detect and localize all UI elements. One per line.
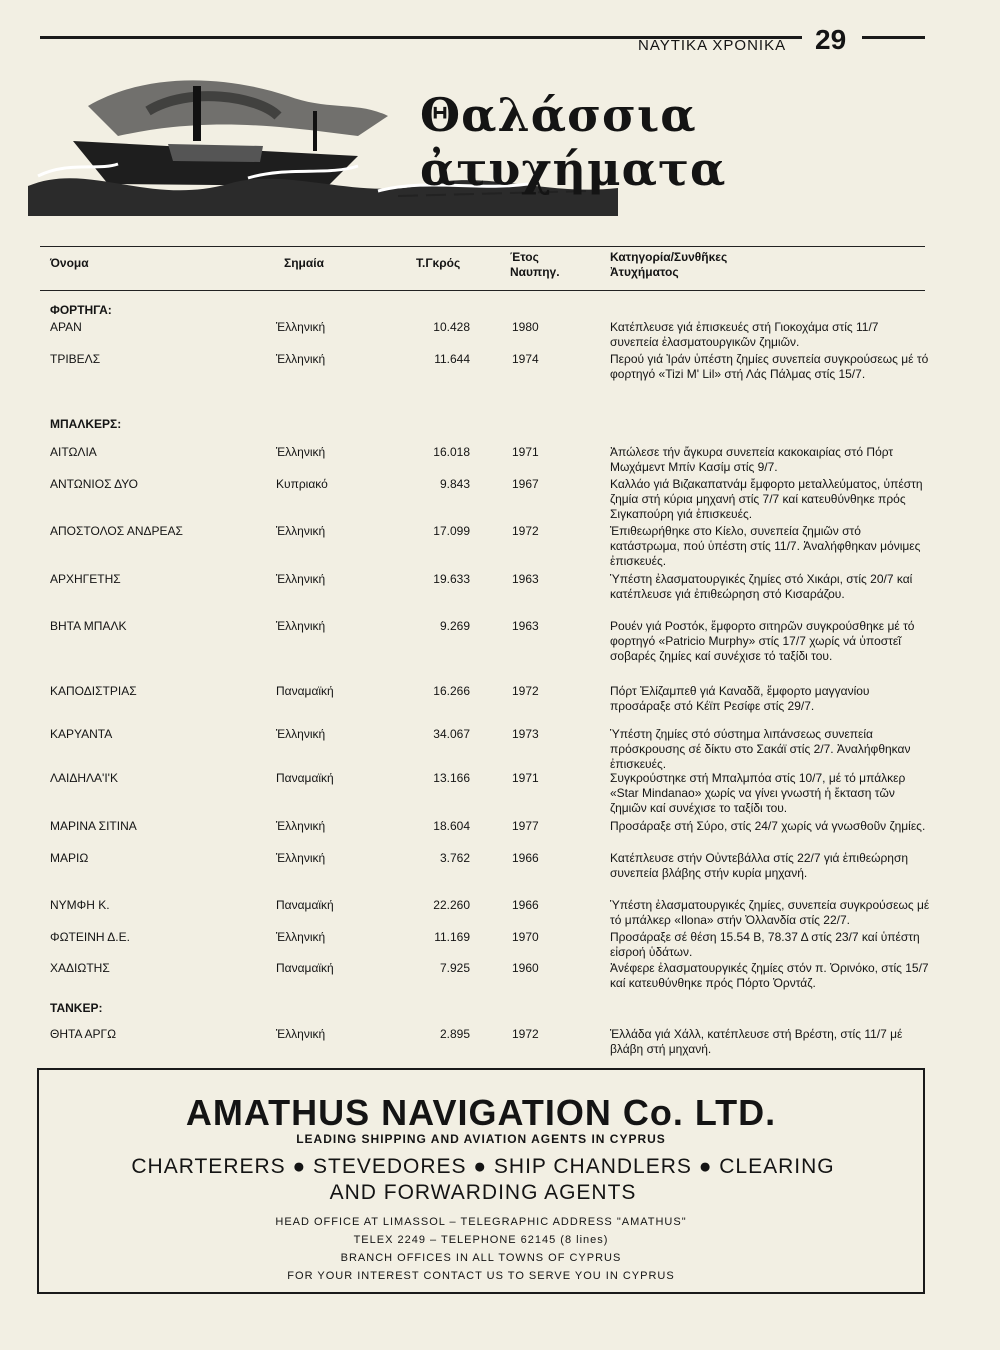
row-grt: 2.895	[439, 1027, 470, 1041]
row-flag: Ἑλληνική	[276, 619, 326, 633]
row-flag: Ἑλληνική	[276, 819, 326, 833]
row-desc: Προσάραξε στή Σύρο, στίς 24/7 χωρίς νά γνωσθοῦν ζημίες.	[610, 819, 926, 833]
row-year: 1967	[512, 477, 539, 491]
row-desc: Κατέπλευσε γιά ἐπισκευές στή Γιοκοχάμα στίς 11/7 συνεπεία ἐλασματουργικῶν ζημιῶν.	[610, 320, 879, 349]
col-header-grt: Τ.Γκρός	[416, 256, 461, 270]
row-flag: Κυπριακό	[276, 477, 328, 491]
row-desc: Ρουέν γιά Ροστόκ, ἔμφορτο σιτηρῶν συγκρούσθηκε μέ τό φορτηγό «Patricio Murphy» στίς 17/7 χωρίς νά ὑποστεῖ σοβαρές ζημίες καί συνέχισε τό ταξίδι του.	[610, 619, 915, 663]
col-header-flag: Σημαία	[284, 256, 324, 270]
row-year: 1960	[512, 961, 539, 975]
ad-branches: BRANCH OFFICES IN ALL TOWNS OF CYPRUS	[340, 1252, 622, 1264]
row-name: ΚΑΡΥΑΝΤΑ	[50, 727, 113, 741]
row-flag: Παναμαϊκή	[276, 898, 334, 912]
row-flag: Παναμαϊκή	[276, 771, 334, 785]
row-desc: Ἑλλάδα γιά Χάλλ, κατέπλευσε στή Βρέστη, στίς 11/7 μέ βλάβη στή μηχανή.	[610, 1027, 903, 1056]
row-desc: Ὑπέστη ἐλασματουργικές ζημίες στό Χικάρι, στίς 20/7 καί κατέπλευσε γιά ἐπιθεώρηση στό Κισαράζου.	[610, 572, 913, 601]
row-grt: 11.169	[434, 930, 470, 944]
section-tanker: ΤΑΝΚΕΡ:	[50, 1001, 103, 1015]
row-year: 1966	[512, 898, 539, 912]
ad-contact: FOR YOUR INTEREST CONTACT US TO SERVE YOU IN CYPRUS	[287, 1270, 675, 1282]
ad-services	[59, 1154, 907, 1206]
row-name: ΑΠΟΣΤΟΛΟΣ ΑΝΔΡΕΑΣ	[50, 524, 183, 538]
row-grt: 9.843	[439, 477, 470, 491]
row-grt: 34.067	[433, 727, 470, 741]
row-name: ΒΗΤΑ ΜΠΑΛΚ	[50, 619, 127, 633]
row-grt: 19.633	[433, 572, 470, 586]
row-grt: 16.266	[433, 684, 470, 698]
row-grt: 7.925	[439, 961, 470, 975]
row-year: 1972	[512, 524, 539, 538]
ad-services-line2: AND FORWARDING AGENTS	[329, 1181, 637, 1204]
ad-head-office: HEAD OFFICE AT LIMASSOL – TELEGRAPHIC ADDRESS "AMATHUS"	[275, 1216, 687, 1228]
row-name: ΜΑΡΙΩ	[50, 851, 89, 865]
row-flag: Ἑλληνική	[276, 727, 326, 741]
row-name: ΧΑΔΙΩΤΗΣ	[50, 961, 110, 975]
row-desc: Ὑπέστη ζημίες στό σύστημα λιπάνσεως συνεπεία πρόσκρουσης σέ δίκτυ στο Σακάϊ στίς 2/7. Ἀναλήφθηκαν ἐπισκευές.	[610, 727, 911, 771]
row-desc: Ἀνέφερε ἐλασματουργικές ζημίες στόν π. Ὀρινόκο, στίς 15/7 καί κατευθύνθηκε πρός Πόρτο Ὀρντάζ.	[610, 961, 929, 990]
row-year: 1963	[512, 619, 539, 633]
row-year: 1977	[512, 819, 539, 833]
row-desc: Συγκρούστηκε στή Μπαλμπόα στίς 10/7, μέ τό μπάλκερ «Star Mindanao» χωρίς να γίνει γνωστή ἡ ἔκταση τῶν ζημιῶν καί συνέχισε το ταξίδι του.	[610, 771, 906, 815]
row-flag: Ἑλληνική	[276, 352, 326, 366]
col-header-desc-line1: Κατηγορία/Συνθῆκες	[610, 250, 728, 264]
row-grt: 18.604	[433, 819, 470, 833]
section-bulkers: ΜΠΑΛΚΕΡΣ:	[50, 417, 122, 431]
row-flag: Ἑλληνική	[276, 445, 326, 459]
row-year: 1963	[512, 572, 539, 586]
col-header-desc	[610, 250, 727, 280]
row-grt: 10.428	[433, 320, 470, 334]
col-header-year	[510, 250, 560, 280]
row-year: 1973	[512, 727, 539, 741]
row-flag: Παναμαϊκή	[276, 961, 334, 975]
row-name: ΑΡΑΝ	[50, 320, 82, 334]
row-flag: Ἑλληνική	[276, 524, 326, 538]
ad-telex: TELEX 2249 – TELEPHONE 62145 (8 lines)	[353, 1234, 609, 1246]
row-name: ΑΙΤΩΛΙΑ	[50, 445, 97, 459]
col-header-year-line2: Ναυπηγ.	[510, 265, 560, 279]
row-name: ΑΡΧΗΓΕΤΗΣ	[50, 572, 121, 586]
row-year: 1972	[512, 684, 539, 698]
section-cargo: ΦΟΡΤΗΓΑ:	[50, 303, 112, 317]
row-name: ΛΑΙΔΗΛΑ'Ι'Κ	[50, 771, 118, 785]
row-name: ΜΑΡΙΝΑ ΣΙΤΙΝΑ	[50, 819, 137, 833]
row-desc: Καλλάο γιά Βιζακαπατνάμ ἔμφορτο μεταλλεύματος, ὑπέστη ζημία στή κύρια μηχανή στίς 7/7 καί κατευθύνθηκε πρός Σιγκαπούρη γιά ἐπισκευές.	[610, 477, 923, 521]
row-desc: Ὑπέστη ἐλασματουργικές ζημίες, συνεπεία συγκρούσεως μέ τό μπάλκερ «Ilona» στήν Ὀλλανδία στίς 22/7.	[610, 898, 930, 927]
row-name: ΚΑΠΟΔΙΣΤΡΙΑΣ	[50, 684, 137, 698]
col-header-year-line1: Έτος	[510, 250, 539, 264]
row-flag: Ἑλληνική	[276, 572, 326, 586]
journal-name: ΝΑΥΤΙΚΑ ΧΡΟΝΙΚΑ	[638, 37, 787, 54]
row-flag: Ἑλληνική	[276, 930, 326, 944]
row-name: ΤΡΙΒΕΛΣ	[50, 352, 101, 366]
col-header-name: Όνομα	[50, 256, 89, 270]
row-name: ΦΩΤΕΙΝΗ Δ.Ε.	[50, 930, 130, 944]
row-desc: Ἐπιθεωρήθηκε στο Κίελο, συνεπεία ζημιῶν στό κατάστρωμα, πού ὑπέστη στίς 11/7. Ἀναλήφθηκαν μόνιμες ἐπισκευές.	[610, 524, 921, 568]
row-name: ΑΝΤΩΝΙΟΣ ΔΥΟ	[50, 477, 138, 491]
row-grt: 3.762	[439, 851, 470, 865]
row-grt: 22.260	[433, 898, 470, 912]
row-desc: Προσάραξε σέ θέση 15.54 Β, 78.37 Δ στίς 23/7 καί ὑπέστη εἰσροή ὑδάτων.	[610, 930, 920, 959]
row-year: 1972	[512, 1027, 539, 1041]
row-year: 1974	[512, 352, 539, 366]
row-name: ΘΗΤΑ ΑΡΓΩ	[50, 1027, 117, 1041]
page-title: Θαλάσσια ἀτυχήματα	[420, 88, 727, 196]
header-rule-right	[862, 36, 925, 39]
row-year: 1971	[512, 771, 539, 785]
row-year: 1971	[512, 445, 539, 459]
row-grt: 16.018	[433, 445, 470, 459]
row-year: 1966	[512, 851, 539, 865]
row-desc: Πόρτ Ἐλίζαμπεθ γιά Καναδᾶ, ἔμφορτο μαγγανίου προσάραξε στό Κέϊπ Ρεσίφε στίς 29/7.	[610, 684, 870, 713]
row-flag: Ἑλληνική	[276, 851, 326, 865]
row-grt: 17.099	[433, 524, 470, 538]
row-flag: Ἑλληνική	[276, 320, 326, 334]
table-top-rule	[40, 246, 925, 247]
row-flag: Ἑλληνική	[276, 1027, 326, 1041]
amathus-advertisement	[37, 1068, 925, 1294]
row-desc: Κατέπλευσε στήν Οὐντεβάλλα στίς 22/7 γιά ἐπιθεώρηση συνεπεία βλάβης στήν κυρία μηχανή.	[610, 851, 909, 880]
row-grt: 11.644	[434, 352, 470, 366]
row-flag: Παναμαϊκή	[276, 684, 334, 698]
row-grt: 13.166	[433, 771, 470, 785]
row-desc: Ἀπώλεσε τήν ἄγκυρα συνεπεία κακοκαιρίας στό Πόρτ Μωχάμεντ Μπίν Κασίμ στίς 9/7.	[610, 445, 894, 474]
table-header-rule	[40, 290, 925, 291]
ad-company-name: AMATHUS NAVIGATION Co. LTD.	[185, 1092, 777, 1133]
page-number: 29	[815, 24, 847, 55]
row-desc: Περού γιά Ἰράν ὑπέστη ζημίες συνεπεία συγκρούσεως μέ τό φορτηγό «Tizi M' Lil» στή Λάς Πάλμας στίς 15/7.	[610, 352, 929, 381]
ad-services-line1: CHARTERERS ● STEVEDORES ● SHIP CHANDLERS ● CLEARING	[131, 1155, 835, 1178]
row-grt: 9.269	[439, 619, 470, 633]
row-year: 1980	[512, 320, 539, 334]
row-name: ΝΥΜΦΗ Κ.	[50, 898, 110, 912]
ad-tagline: LEADING SHIPPING AND AVIATION AGENTS IN CYPRUS	[296, 1132, 666, 1146]
row-year: 1970	[512, 930, 539, 944]
col-header-desc-line2: Ἀτυχήματος	[610, 265, 679, 279]
page-header	[40, 22, 925, 58]
